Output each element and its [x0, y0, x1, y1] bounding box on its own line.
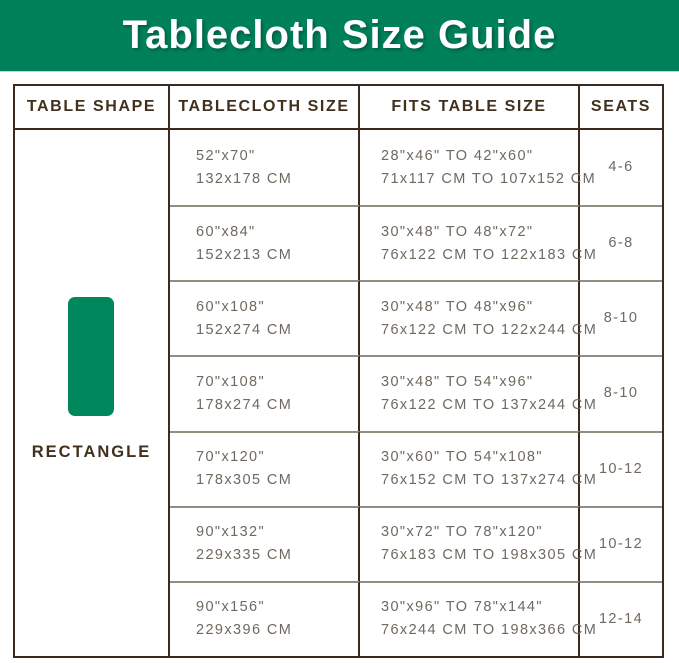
tablecloth-size-cm: 152x213 CM: [196, 246, 293, 263]
tablecloth-size-inches: 70"x120": [196, 449, 266, 466]
shape-label: RECTANGLE: [31, 442, 152, 461]
tablecloth-size-cell: [170, 506, 360, 581]
fits-table-size-cell: [360, 280, 598, 355]
seats-cell: [580, 130, 662, 205]
fits-table-size-cell: [360, 130, 597, 205]
column-header-seats: SEATS: [580, 86, 662, 130]
seats-cell: [580, 506, 662, 581]
fits-size-inches: 30"x48" TO 48"x96": [381, 298, 534, 315]
seats-cell: [580, 355, 662, 430]
seats-value: 4-6: [608, 159, 634, 176]
shape-cell: [15, 130, 170, 656]
seats-value: 8-10: [603, 310, 639, 327]
page-title: Tablecloth Size Guide: [122, 13, 557, 57]
seats-cell: [580, 280, 662, 355]
tablecloth-size-cell: [170, 581, 360, 656]
fits-size-inches: 30"x72" TO 78"x120": [381, 524, 543, 541]
tablecloth-size-cm: 132x178 CM: [196, 170, 293, 187]
seats-value: 10-12: [598, 535, 644, 552]
fits-size-inches: 30"x48" TO 54"x96": [381, 373, 534, 390]
tablecloth-size-cell: [170, 280, 360, 355]
fits-size-cm: 76x183 CM TO 198x305 CM: [381, 547, 598, 564]
fits-size-inches: 30"x48" TO 48"x72": [381, 223, 534, 240]
fits-size-inches: 30"x96" TO 78"x144": [381, 599, 543, 616]
seats-value: 12-14: [598, 610, 644, 627]
fits-size-cm: 76x244 CM TO 198x366 CM: [381, 622, 598, 639]
seats-cell: [580, 581, 662, 656]
tablecloth-size-inches: 70"x108": [196, 373, 266, 390]
fits-table-size-cell: [360, 355, 598, 430]
tablecloth-size-inches: 60"x108": [196, 298, 266, 315]
tablecloth-size-cm: 152x274 CM: [196, 321, 293, 338]
column-header-table-shape: TABLE SHAPE: [15, 86, 170, 130]
seats-cell: [580, 205, 662, 280]
tablecloth-size-inches: 60"x84": [196, 223, 256, 240]
tablecloth-size-cell: [170, 130, 360, 205]
tablecloth-size-cm: 178x274 CM: [196, 396, 293, 413]
fits-size-cm: 71x117 CM TO 107x152 CM: [381, 170, 597, 187]
fits-size-cm: 76x122 CM TO 137x244 CM: [381, 396, 598, 413]
tablecloth-size-inches: 90"x132": [196, 524, 266, 541]
banner: [0, 0, 679, 71]
tablecloth-size-cell: [170, 355, 360, 430]
tablecloth-size-cell: [170, 205, 360, 280]
fits-table-size-cell: [360, 506, 598, 581]
fits-size-inches: 30"x60" TO 54"x108": [381, 449, 543, 466]
seats-value: 8-10: [603, 385, 639, 402]
tablecloth-size-cell: [170, 431, 360, 506]
tablecloth-size-inches: 90"x156": [196, 599, 266, 616]
seats-cell: [580, 431, 662, 506]
tablecloth-size-inches: 52"x70": [196, 147, 256, 164]
tablecloth-size-cm: 229x396 CM: [196, 622, 293, 639]
seats-value: 10-12: [598, 460, 644, 477]
size-guide-table: [13, 84, 664, 658]
tablecloth-size-cm: 178x305 CM: [196, 472, 293, 489]
tablecloth-size-cm: 229x335 CM: [196, 547, 293, 564]
fits-size-cm: 76x122 CM TO 122x183 CM: [381, 246, 598, 263]
fits-size-cm: 76x122 CM TO 122x244 CM: [381, 321, 598, 338]
fits-size-inches: 28"x46" TO 42"x60": [381, 147, 534, 164]
fits-table-size-cell: [360, 431, 598, 506]
rectangle-shape-icon: [68, 297, 114, 416]
fits-table-size-cell: [360, 581, 598, 656]
fits-size-cm: 76x152 CM TO 137x274 CM: [381, 472, 598, 489]
shape-group: [32, 297, 151, 462]
column-header-tablecloth-size: TABLECLOTH SIZE: [170, 86, 360, 130]
column-header-fits-table-size: FITS TABLE SIZE: [360, 86, 580, 130]
seats-value: 6-8: [608, 235, 634, 252]
fits-table-size-cell: [360, 205, 598, 280]
